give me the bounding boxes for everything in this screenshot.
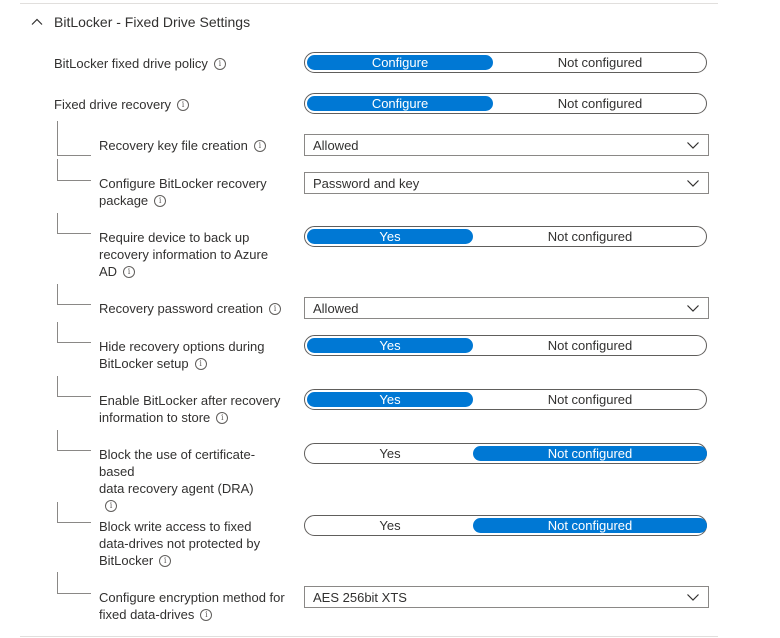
block-the-use-of-certificate-based-data-recovery-agent-dra-toggle — [304, 443, 707, 464]
info-icon[interactable]: i — [214, 58, 226, 70]
fixed-drive-recovery-toggle — [304, 93, 707, 114]
option-yes[interactable]: Yes — [307, 392, 473, 407]
option-configure[interactable]: Configure — [307, 96, 493, 111]
tree-connector — [57, 376, 91, 397]
bottom-divider — [20, 636, 718, 637]
hide-recovery-options-during-bitlocker-setup-label: Hide recovery options during BitLocker setup i — [99, 339, 265, 371]
option-not-configured[interactable]: Not configured — [547, 229, 633, 244]
chevron-down-icon — [686, 302, 700, 314]
bitlocker-fixed-drive-policy-toggle — [304, 52, 707, 73]
configure-bitlocker-recovery-package-label: Configure BitLocker recovery package i — [99, 176, 267, 208]
configure-encryption-method-for-fixed-data-drives-label: Configure encryption method for fixed data-drives i — [99, 590, 285, 622]
hide-recovery-options-during-bitlocker-setup-toggle — [304, 335, 707, 356]
tree-connector — [57, 572, 91, 594]
info-icon[interactable]: i — [154, 195, 166, 207]
chevron-down-icon — [686, 177, 700, 189]
section-title: BitLocker - Fixed Drive Settings — [54, 14, 251, 30]
top-divider — [20, 3, 718, 4]
info-icon[interactable]: i — [159, 555, 171, 567]
info-icon[interactable]: i — [105, 500, 117, 512]
block-write-access-to-fixed-data-drives-not-protected-by-bitlocker-toggle — [304, 515, 707, 536]
option-not-configured[interactable]: Not configured — [547, 338, 633, 353]
bitlocker-fixed-drive-policy-label: BitLocker fixed drive policy i — [54, 55, 294, 72]
option-yes[interactable]: Yes — [307, 338, 473, 353]
recovery-password-creation-dropdown[interactable] — [304, 297, 709, 319]
section-header[interactable] — [30, 12, 250, 32]
block-write-access-to-fixed-data-drives-not-protected-by-bitlocker-label: Block write access to fixed data-drives not protected by BitLocker i — [99, 519, 261, 568]
enable-bitlocker-after-recovery-information-to-store-label: Enable BitLocker after recovery information to store i — [99, 393, 281, 425]
option-not-configured[interactable]: Not configured — [473, 446, 707, 461]
chevron-down-icon — [686, 139, 700, 151]
tree-connector — [57, 284, 91, 305]
info-icon[interactable]: i — [216, 412, 228, 424]
tree-connector — [57, 159, 91, 181]
dropdown-value: Allowed — [313, 138, 359, 153]
info-icon[interactable]: i — [123, 266, 135, 278]
chevron-down-icon — [686, 591, 700, 603]
info-icon[interactable]: i — [200, 609, 212, 621]
option-yes[interactable]: Yes — [379, 446, 401, 461]
option-not-configured[interactable]: Not configured — [557, 55, 643, 70]
info-icon[interactable]: i — [269, 303, 281, 315]
tree-connector — [57, 322, 91, 343]
info-icon[interactable]: i — [177, 99, 189, 111]
require-device-to-back-up-recovery-information-to-azure-ad-label: Require device to back up recovery information to Azure AD i — [99, 230, 269, 279]
require-device-to-back-up-recovery-information-to-azure-ad-toggle — [304, 226, 707, 247]
dropdown-value: Allowed — [313, 301, 359, 316]
enable-bitlocker-after-recovery-information-to-store-toggle — [304, 389, 707, 410]
info-icon[interactable]: i — [195, 358, 207, 370]
option-not-configured[interactable]: Not configured — [547, 392, 633, 407]
recovery-password-creation-label: Recovery password creation i — [99, 300, 289, 317]
recovery-key-file-creation-dropdown[interactable] — [304, 134, 709, 156]
tree-connector — [57, 502, 91, 523]
tree-connector — [57, 121, 91, 156]
chevron-up-icon[interactable] — [30, 15, 44, 29]
option-configure[interactable]: Configure — [307, 55, 493, 70]
recovery-key-file-creation-label: Recovery key file creation i — [99, 137, 289, 154]
tree-connector — [57, 213, 91, 234]
dropdown-value: Password and key — [313, 176, 420, 191]
block-the-use-of-certificate-based-data-recovery-agent-dra-label: Block the use of certificate-based data recovery agent (DRA) i — [99, 447, 256, 510]
option-not-configured[interactable]: Not configured — [473, 518, 707, 533]
tree-connector — [57, 430, 91, 451]
configure-bitlocker-recovery-package-dropdown[interactable] — [304, 172, 709, 194]
option-yes[interactable]: Yes — [379, 518, 401, 533]
fixed-drive-recovery-label: Fixed drive recovery i — [54, 96, 294, 113]
info-icon[interactable]: i — [254, 140, 266, 152]
option-not-configured[interactable]: Not configured — [557, 96, 643, 111]
option-yes[interactable]: Yes — [307, 229, 473, 244]
configure-encryption-method-for-fixed-data-drives-dropdown[interactable] — [304, 586, 709, 608]
dropdown-value: AES 256bit XTS — [313, 590, 407, 605]
